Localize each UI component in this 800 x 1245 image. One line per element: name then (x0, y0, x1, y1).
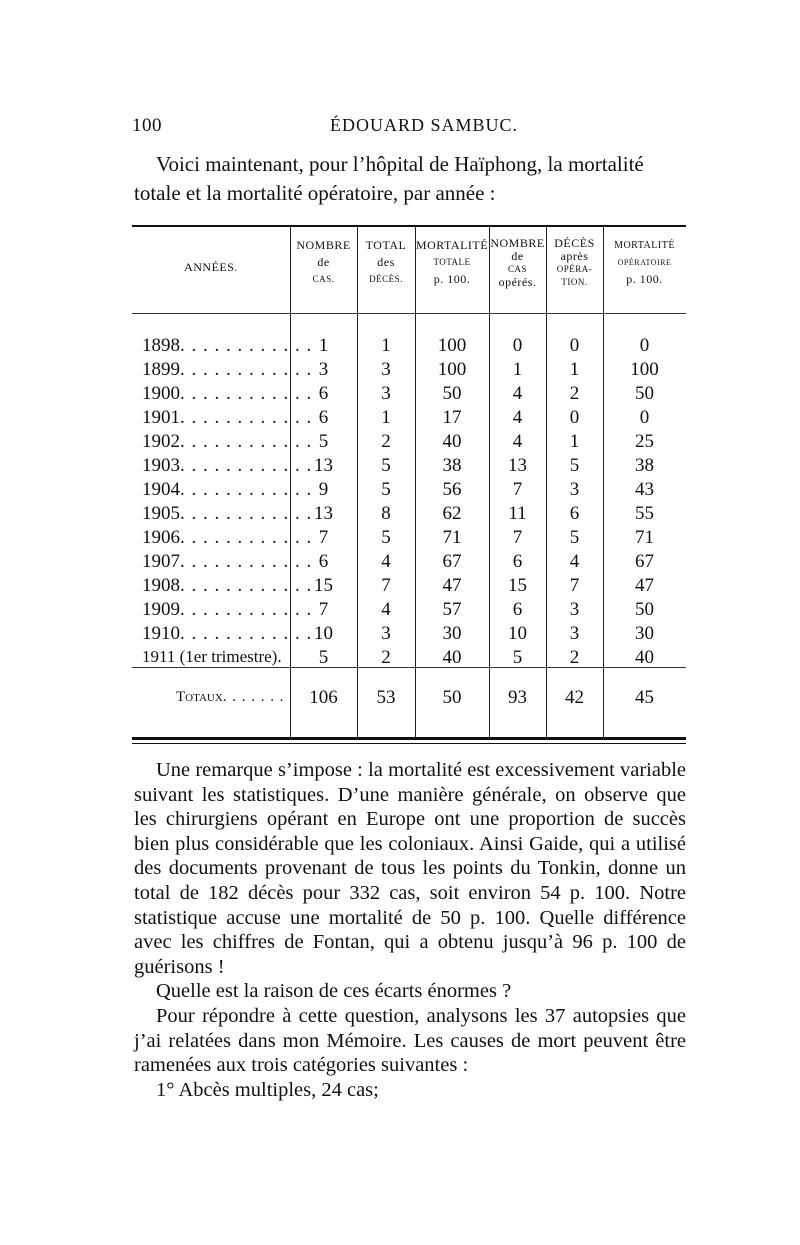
cell-mortalite-totale: 100 (437, 359, 467, 380)
cell-annee: 1904. . . . . . . . . . . . (142, 479, 313, 500)
cell-nombre-operes: 5 (512, 647, 523, 668)
cell-mortalite-totale: 30 (442, 623, 462, 644)
cell-nombre-cas: 5 (318, 431, 329, 452)
table-row (132, 647, 686, 671)
cell-nombre-cas: 7 (318, 527, 329, 548)
totals-deces-operation: 42 (565, 687, 584, 708)
table-row (132, 599, 686, 623)
cell-nombre-cas: 13 (314, 455, 333, 476)
paragraph: Une remarque s’impose : la mortalité est excessivement variable suivant les statistiques. D’une manière générale, on observe que les chirurgiens opérant en Europe ont une proportion de succès bien plus considérable que les coloniaux. Ainsi Gaide, qui a utilisé des documents provenant de tous les points du Tonkin, donne un total de 182 décès pour 332 cas, soit environ 54 p. 100. Notre statistique accuse une mortalité de 50 p. 100. Quelle différence avec les chiffres de Fontan, qui a obtenu jusqu’à 96 p. 100 de guérisons ! (134, 759, 686, 978)
cell-deces-operation: 0 (569, 407, 580, 428)
table-row (132, 575, 686, 599)
cell-mortalite-operatoire: 55 (635, 503, 654, 524)
cell-mortalite-totale: 47 (442, 575, 462, 596)
header-mortalite-totale (415, 237, 489, 288)
header-text: de (317, 255, 330, 269)
header-text: après (560, 249, 589, 263)
year-label: 1908 (142, 575, 180, 596)
paragraph: 1° Abcès multiples, 24 cas; (156, 1078, 379, 1101)
cell-total-deces: 8 (381, 503, 391, 524)
cell-deces-operation: 2 (569, 383, 580, 404)
cell-mortalite-operatoire: 71 (635, 527, 654, 548)
intro-paragraph (134, 150, 686, 208)
cell-annee: 1899. . . . . . . . . . . . (142, 359, 313, 380)
header-text: OPÉRA- (556, 264, 593, 274)
header-text: OPÉRATOIRE (617, 258, 672, 267)
year-label: 1899 (142, 359, 180, 380)
header-nombre-operes (489, 237, 546, 289)
cell-total-deces: 7 (381, 575, 391, 596)
table-row (132, 551, 686, 575)
cell-total-deces: 3 (381, 359, 391, 380)
totals-mortalite-totale: 50 (442, 687, 462, 708)
cell-total-deces: 4 (381, 599, 391, 620)
table-bottom-double-rule (132, 743, 686, 744)
cell-nombre-cas: 3 (318, 359, 329, 380)
cell-nombre-cas: 6 (318, 407, 329, 428)
cell-mortalite-totale: 100 (437, 335, 467, 356)
cell-mortalite-totale: 17 (442, 407, 462, 428)
cell-deces-operation: 3 (569, 599, 580, 620)
cell-annee: 1902. . . . . . . . . . . . (142, 431, 313, 452)
cell-mortalite-operatoire: 100 (630, 359, 659, 380)
cell-deces-operation: 0 (569, 335, 580, 356)
header-text: p. 100. (626, 272, 663, 286)
year-label: 1902 (142, 431, 180, 452)
table-row (132, 503, 686, 527)
cell-total-deces: 5 (381, 455, 391, 476)
table-row (132, 479, 686, 503)
cell-mortalite-operatoire: 25 (635, 431, 654, 452)
cell-nombre-operes: 10 (508, 623, 527, 644)
body-text (134, 758, 686, 1102)
cell-total-deces: 1 (381, 407, 391, 428)
header-text: CAS (507, 264, 527, 274)
header-rule (132, 313, 686, 314)
year-label: 1900 (142, 383, 180, 404)
cell-mortalite-totale: 40 (442, 431, 462, 452)
cell-nombre-cas: 9 (318, 479, 329, 500)
cell-mortalite-totale: 71 (442, 527, 462, 548)
cell-deces-operation: 7 (569, 575, 580, 596)
cell-annee: 1903. . . . . . . . . . . . (142, 455, 313, 476)
paragraph: Pour répondre à cette question, analysons les 37 autopsies que j’ai relatées dans mon Mémoire. Les causes de mort peuvent être ramenées aux trois catégories suivantes : (134, 1004, 686, 1077)
cell-nombre-operes: 7 (512, 527, 523, 548)
totals-row (132, 687, 686, 711)
totals-cas: 106 (309, 687, 338, 708)
cell-nombre-cas: 13 (314, 503, 333, 524)
year-label: 1904 (142, 479, 180, 500)
cell-mortalite-operatoire: 40 (635, 647, 654, 668)
cell-annee: 1909. . . . . . . . . . . . (142, 599, 313, 620)
cell-nombre-operes: 6 (512, 599, 523, 620)
year-label: 1910 (142, 623, 180, 644)
cell-mortalite-operatoire: 0 (639, 407, 650, 428)
running-head (0, 115, 800, 139)
header-nombre-cas (290, 237, 357, 288)
cell-annee: 1900. . . . . . . . . . . . (142, 383, 313, 404)
cell-mortalite-operatoire: 50 (635, 599, 654, 620)
cell-mortalite-totale: 50 (442, 383, 462, 404)
table-row (132, 359, 686, 383)
cell-total-deces: 3 (381, 383, 391, 404)
cell-annee: 1906. . . . . . . . . . . . (142, 527, 313, 548)
header-text: TION. (561, 277, 588, 287)
header-text: NOMBRE (490, 236, 545, 250)
year-label: 1898 (142, 335, 180, 356)
cell-nombre-operes: 6 (512, 551, 523, 572)
header-total-deces (357, 237, 415, 288)
year-label: 1901 (142, 407, 180, 428)
header-text: des (377, 255, 395, 269)
cell-mortalite-operatoire: 38 (635, 455, 654, 476)
cell-total-deces: 2 (381, 647, 391, 668)
cell-nombre-operes: 4 (512, 431, 523, 452)
cell-deces-operation: 3 (569, 479, 580, 500)
totals-operes: 93 (508, 687, 527, 708)
cell-nombre-operes: 4 (512, 407, 523, 428)
table-row (132, 383, 686, 407)
header-mortalite-operatoire (603, 237, 686, 288)
cell-total-deces: 4 (381, 551, 391, 572)
table-row (132, 623, 686, 647)
running-title: ÉDOUARD SAMBUC. (330, 115, 519, 135)
year-label: 1905 (142, 503, 180, 524)
year-label: 1907 (142, 551, 180, 572)
cell-annee: 1901. . . . . . . . . . . . (142, 407, 313, 428)
header-text: TOTAL (365, 238, 407, 252)
cell-nombre-cas: 10 (314, 623, 333, 644)
header-text: MORTALITÉ (415, 238, 489, 252)
cell-mortalite-totale: 38 (442, 455, 462, 476)
cell-deces-operation: 5 (569, 527, 580, 548)
cell-deces-operation: 2 (569, 647, 580, 668)
cell-nombre-cas: 7 (318, 599, 329, 620)
header-text: TOTALE (433, 257, 471, 267)
cell-nombre-operes: 4 (512, 383, 523, 404)
header-deces-operation (546, 237, 603, 289)
header-text: opérés. (498, 275, 537, 289)
cell-nombre-operes: 13 (508, 455, 527, 476)
cell-deces-operation: 6 (569, 503, 580, 524)
header-text: DÉCÈS (554, 236, 595, 250)
year-label: 1906 (142, 527, 180, 548)
intro-line-1: Voici maintenant, pour l’hôpital de Haïphong, la mortalité (156, 152, 644, 176)
cell-total-deces: 1 (381, 335, 391, 356)
cell-nombre-cas: 6 (318, 383, 329, 404)
intro-line-2: totale et la mortalité opératoire, par année : (134, 181, 496, 205)
table-row (132, 455, 686, 479)
header-text: de (511, 249, 524, 263)
totals-deces: 53 (376, 687, 396, 708)
cell-total-deces: 2 (381, 431, 391, 452)
cell-total-deces: 5 (381, 479, 391, 500)
cell-annee: 1905. . . . . . . . . . . . (142, 503, 313, 524)
cell-deces-operation: 4 (569, 551, 580, 572)
header-annees-label: ANNÉES. (184, 260, 238, 274)
cell-nombre-cas: 15 (314, 575, 333, 596)
cell-annee: 1898. . . . . . . . . . . . (142, 335, 313, 356)
totals-label: Totaux. . . . . . . (176, 689, 285, 705)
page-number: 100 (132, 115, 162, 136)
cell-annee (142, 647, 292, 667)
cell-nombre-operes: 7 (512, 479, 523, 500)
cell-nombre-operes: 1 (512, 359, 523, 380)
cell-mortalite-operatoire: 50 (635, 383, 654, 404)
paragraph: Quelle est la raison de ces écarts énormes ? (156, 980, 512, 1003)
table-row (132, 527, 686, 551)
cell-nombre-operes: 0 (512, 335, 523, 356)
cell-total-deces: 3 (381, 623, 391, 644)
year-label: 1911 (1er trimestre). (142, 647, 282, 666)
year-label: 1903 (142, 455, 180, 476)
header-text: CAS. (312, 274, 335, 284)
header-text: MORTALITÉ (614, 240, 675, 251)
mortality-table (132, 225, 686, 740)
cell-annee: 1908. . . . . . . . . . . . (142, 575, 313, 596)
cell-nombre-cas: 5 (318, 647, 329, 668)
cell-deces-operation: 5 (569, 455, 580, 476)
cell-nombre-operes: 15 (508, 575, 527, 596)
header-text: DÉCÈS. (369, 274, 403, 284)
cell-total-deces: 5 (381, 527, 391, 548)
cell-deces-operation: 3 (569, 623, 580, 644)
cell-mortalite-totale: 40 (442, 647, 462, 668)
cell-deces-operation: 1 (569, 359, 580, 380)
cell-annee: 1907. . . . . . . . . . . . (142, 551, 313, 572)
cell-nombre-cas: 6 (318, 551, 329, 572)
cell-mortalite-operatoire: 0 (639, 335, 650, 356)
header-text: p. 100. (433, 272, 471, 286)
cell-mortalite-operatoire: 43 (635, 479, 654, 500)
table-row (132, 431, 686, 455)
cell-mortalite-totale: 56 (442, 479, 462, 500)
table-row (132, 335, 686, 359)
totals-mortalite-operatoire: 45 (635, 687, 654, 708)
cell-mortalite-operatoire: 67 (635, 551, 654, 572)
year-label: 1909 (142, 599, 180, 620)
cell-annee: 1910. . . . . . . . . . . . (142, 623, 313, 644)
cell-mortalite-operatoire: 47 (635, 575, 654, 596)
header-annees (132, 259, 290, 276)
cell-mortalite-totale: 62 (442, 503, 462, 524)
table-row (132, 407, 686, 431)
cell-deces-operation: 1 (569, 431, 580, 452)
cell-nombre-cas: 1 (318, 335, 329, 356)
cell-mortalite-operatoire: 30 (635, 623, 654, 644)
cell-mortalite-totale: 57 (442, 599, 462, 620)
cell-mortalite-totale: 67 (442, 551, 462, 572)
cell-nombre-operes: 11 (508, 503, 527, 524)
header-text: NOMBRE (296, 238, 351, 252)
